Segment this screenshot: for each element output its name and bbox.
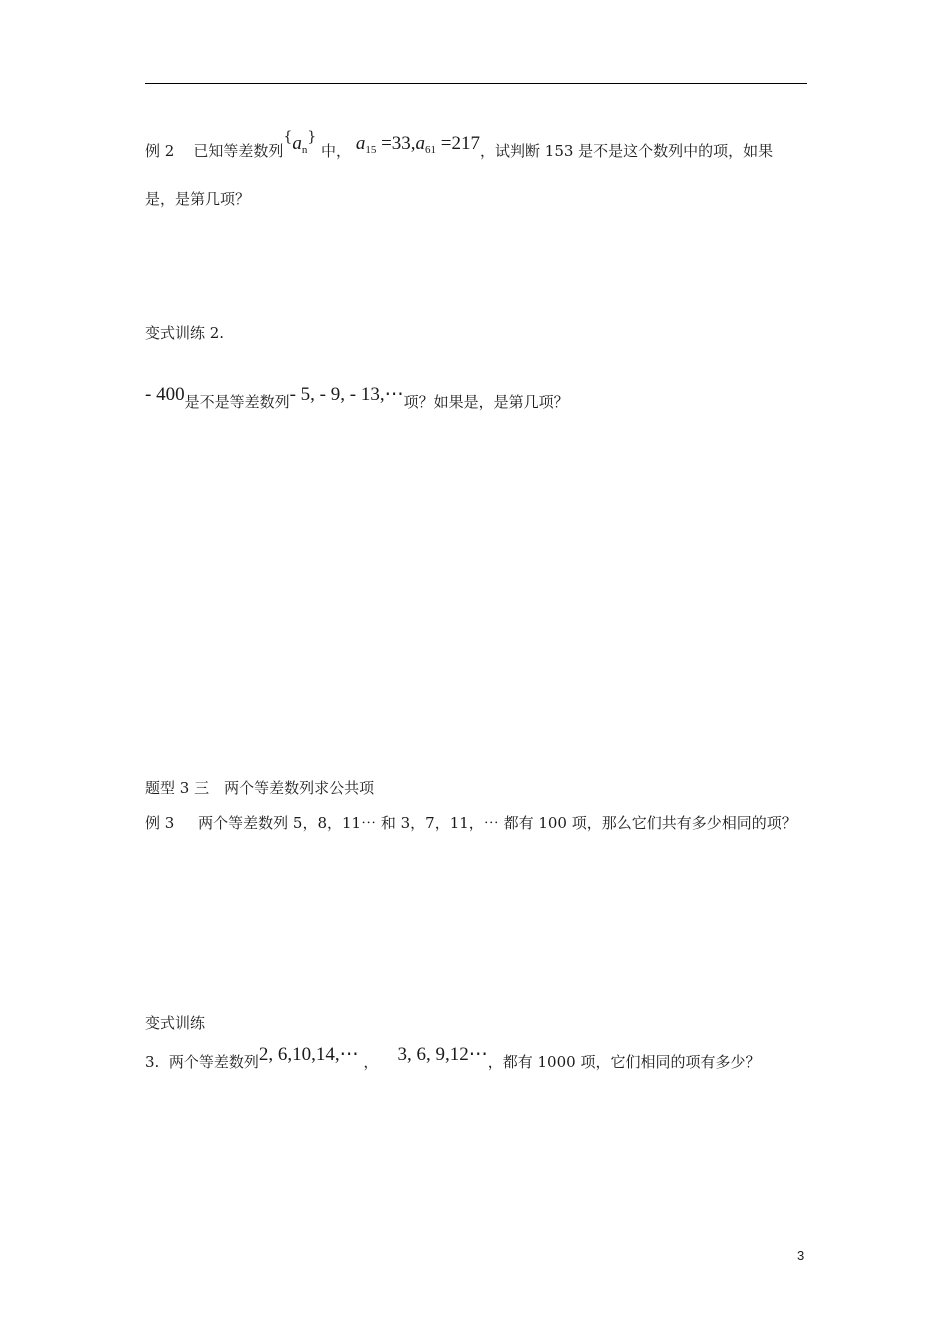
variant2-text2: 项？如果是，是第几项？ — [403, 393, 569, 411]
type3-heading: 题型 3 三 两个等差数列求公共项 — [145, 779, 375, 797]
variant2-number: - 400 — [145, 384, 185, 405]
example2-line1 — [145, 129, 774, 167]
example2-formula: $a_{15} =33,a_{61} =217$ — [355, 133, 481, 156]
variant3-seq2: 3, 6, 9,12⋯ — [397, 1044, 488, 1065]
example2-mid: 中， — [321, 142, 352, 160]
example3-text: 两个等差数列 5，8，11⋯ 和 3，7，11，⋯ 都有 100 项，那么它们共有多少相同的项？ — [198, 814, 797, 832]
variant2-text1: 是不是等差数列 — [184, 393, 290, 411]
page-number: 3 — [797, 1248, 805, 1263]
example2-label: 例 2 — [145, 142, 175, 160]
example2-line2: 是，是第几项？ — [145, 190, 251, 208]
variant2-question — [145, 384, 569, 412]
example2-intro: 已知等差数列 — [193, 142, 284, 160]
variant3-text1: 两个等差数列 — [168, 1053, 259, 1071]
variant2-sequence: - 5, - 9, - 13,⋯ — [289, 384, 404, 405]
variant3-title: 变式训练 — [145, 1014, 206, 1032]
variant3-seq1: 2, 6,10,14,⋯ — [258, 1044, 359, 1065]
variant2-title: 变式训练 2. — [145, 324, 225, 342]
example2-tail: ，试判断 153 是不是这个数列中的项，如果 — [480, 142, 774, 160]
variant3-question — [145, 1044, 761, 1072]
sequence-symbol: $^{\{}a_n^{\}}$ — [283, 129, 317, 156]
example3-label: 例 3 — [145, 814, 175, 832]
header-rule — [145, 83, 807, 84]
variant3-num-label: 3. — [145, 1053, 160, 1071]
variant3-sep: ， — [363, 1053, 379, 1071]
variant3-text2: ，都有 1000 项，它们相同的项有多少？ — [487, 1053, 761, 1071]
example3-line — [145, 813, 797, 833]
